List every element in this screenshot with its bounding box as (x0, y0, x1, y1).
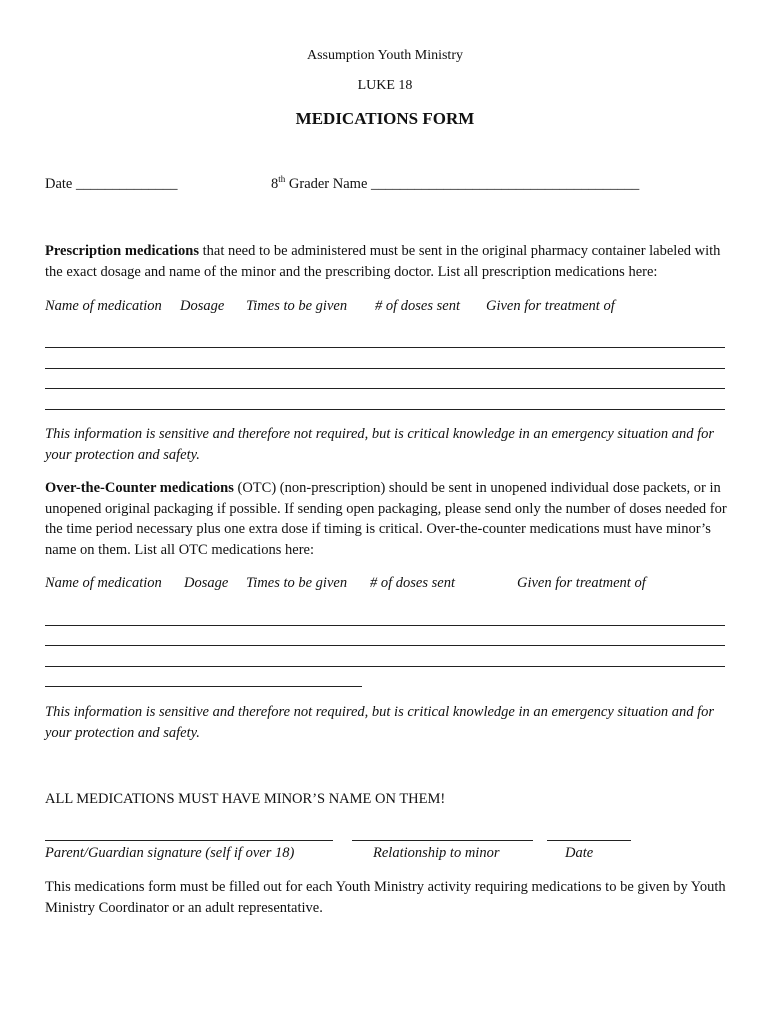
parent-signature-label: Parent/Guardian signature (self if over 18) (45, 845, 295, 861)
name-warning: ALL MEDICATIONS MUST HAVE MINOR’S NAME ON THEM! (45, 791, 446, 807)
rx-entry-line-3[interactable] (45, 388, 725, 389)
rx-col-treatment: Given for treatment of (486, 298, 615, 314)
parent-signature-line[interactable] (45, 840, 333, 841)
otc-entry-line-1[interactable] (45, 625, 725, 626)
date-label: Date (45, 176, 73, 192)
relationship-label: Relationship to minor (373, 845, 500, 861)
rx-col-times: Times to be given (246, 298, 348, 314)
otc-col-treatment: Given for treatment of (517, 575, 646, 591)
otc-entry-line-4[interactable] (45, 686, 362, 687)
otc-sensitivity-note: This information is sensitive and therefore not required, but is critical knowledge in an emergency situation and for your protection and safety. (45, 704, 715, 741)
otc-col-name: Name of medication (45, 575, 162, 591)
prescription-text: that need to be administered must be sent in the original pharmacy container labeled with the exact dosage and name of the minor and the prescribing doctor. List all prescription medications here: (45, 243, 721, 280)
footer-instructions: This medications form must be filled out for each Youth Ministry activity requiring medications to be given by Youth Ministry Coordinator or an adult representative. (45, 879, 726, 916)
signature-date-label: Date (565, 845, 594, 861)
grader-name-field[interactable] (271, 174, 639, 194)
relationship-line[interactable] (352, 840, 533, 841)
grader-name-label: Grader Name (285, 176, 368, 192)
grader-name-blank: _____________________________________ (371, 176, 640, 192)
event-name: LUKE 18 (357, 78, 413, 93)
org-name: Assumption Youth Ministry (307, 48, 463, 63)
grader-suffix: th (278, 174, 286, 184)
rx-col-doses: # of doses sent (375, 298, 460, 314)
otc-col-doses: # of doses sent (370, 575, 455, 591)
prescription-paragraph (45, 241, 735, 282)
otc-col-times: Times to be given (246, 575, 348, 591)
otc-col-dosage: Dosage (184, 575, 229, 591)
otc-entry-line-2[interactable] (45, 645, 725, 646)
otc-text: (OTC) (non-prescription) should be sent in unopened individual dose packets, or in unopened original packaging if possible. If sending open packaging, please send only the number of doses needed for the time period necessary plus one extra dose if timing is critical. Over-the-counter medications must have minor’s name on them. List all OTC medications here: (45, 480, 727, 558)
grader-prefix: 8 (271, 176, 279, 192)
otc-entry-line-3[interactable] (45, 666, 725, 667)
rx-col-name: Name of medication (45, 298, 162, 314)
date-field[interactable] (45, 174, 178, 194)
rx-col-dosage: Dosage (180, 298, 225, 314)
otc-paragraph (45, 478, 735, 560)
signature-date-line[interactable] (547, 840, 631, 841)
rx-entry-line-4[interactable] (45, 409, 725, 410)
rx-entry-line-1[interactable] (45, 347, 725, 348)
rx-entry-line-2[interactable] (45, 368, 725, 369)
rx-sensitivity-note: This information is sensitive and therefore not required, but is critical knowledge in an emergency situation and for your protection and safety. (45, 426, 715, 463)
date-blank: ______________ (76, 176, 178, 192)
page-title: MEDICATIONS FORM (295, 109, 475, 128)
prescription-heading: Prescription medications (45, 243, 199, 259)
otc-heading: Over-the-Counter medications (45, 480, 234, 496)
